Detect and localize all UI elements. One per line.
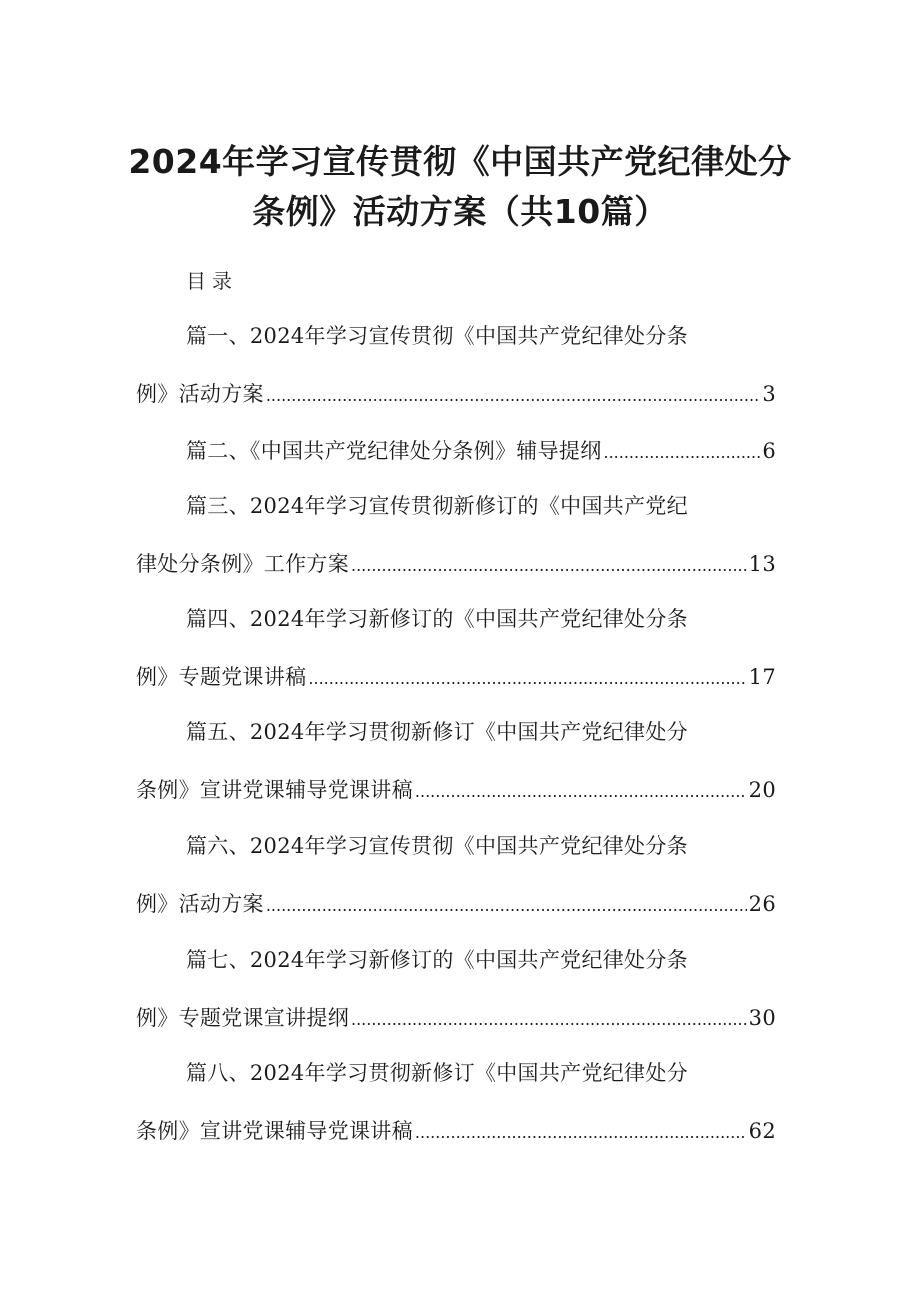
toc-dot-leader	[308, 669, 746, 688]
toc-entry-8-title[interactable]: 篇八、2024年学习贯彻新修订《中国共产党纪律处分	[186, 1061, 688, 1085]
toc-dot-leader	[351, 1010, 747, 1029]
toc-entry-2[interactable]	[186, 435, 776, 465]
toc-entry-1-page: 3	[762, 382, 776, 406]
toc-entry-2-text: 篇二、《中国共产党纪律处分条例》辅导提纲	[186, 439, 602, 463]
toc-entry-7-text: 例》专题党课宣讲提纲	[136, 1006, 349, 1030]
toc-entry-2-page: 6	[762, 439, 776, 463]
toc-entry-6-title[interactable]: 篇六、2024年学习宣传贯彻《中国共产党纪律处分条	[186, 834, 688, 858]
toc-entry-6-continuation[interactable]	[136, 888, 776, 918]
toc-entry-4-continuation[interactable]	[136, 661, 776, 691]
toc-entry-3-continuation[interactable]	[136, 548, 776, 578]
toc-entry-1-title[interactable]: 篇一、2024年学习宣传贯彻《中国共产党纪律处分条	[186, 324, 688, 348]
toc-entry-8-page: 62	[748, 1119, 776, 1143]
toc-entry-7-title[interactable]: 篇七、2024年学习新修订的《中国共产党纪律处分条	[186, 948, 688, 972]
toc-entry-8-text: 条例》宣讲党课辅导党课讲稿	[136, 1119, 413, 1143]
toc-dot-leader	[266, 386, 761, 405]
toc-entry-3-title[interactable]: 篇三、2024年学习宣传贯彻新修订的《中国共产党纪	[186, 494, 688, 518]
toc-entry-5-continuation[interactable]	[136, 774, 776, 804]
document-title-line-2: 条例》活动方案（共10篇）	[252, 192, 668, 231]
toc-entry-7-continuation[interactable]	[136, 1002, 776, 1032]
toc-entry-5-page: 20	[748, 778, 776, 802]
toc-dot-leader	[415, 782, 747, 801]
toc-entry-3-text: 律处分条例》工作方案	[136, 552, 349, 576]
toc-entry-4-page: 17	[748, 665, 776, 689]
toc-entry-3-page: 13	[748, 552, 776, 576]
toc-entry-6-page: 26	[748, 892, 776, 916]
document-title-line-1: 2024年学习宣传贯彻《中国共产党纪律处分	[128, 142, 792, 181]
toc-entry-8-continuation[interactable]	[136, 1115, 776, 1145]
toc-entry-6-text: 例》活动方案	[136, 892, 264, 916]
toc-entry-4-title[interactable]: 篇四、2024年学习新修订的《中国共产党纪律处分条	[186, 607, 688, 631]
toc-dot-leader	[351, 556, 747, 575]
toc-dot-leader	[266, 896, 747, 915]
toc-entry-4-text: 例》专题党课讲稿	[136, 665, 307, 689]
toc-entry-7-page: 30	[748, 1006, 776, 1030]
toc-entry-1-continuation[interactable]	[136, 378, 776, 408]
toc-entry-5-title[interactable]: 篇五、2024年学习贯彻新修订《中国共产党纪律处分	[186, 720, 688, 744]
toc-heading: 目录	[186, 269, 238, 293]
toc-entry-5-text: 条例》宣讲党课辅导党课讲稿	[136, 778, 413, 802]
toc-entry-1-text: 例》活动方案	[136, 382, 264, 406]
toc-dot-leader	[604, 443, 761, 462]
toc-dot-leader	[415, 1123, 747, 1142]
